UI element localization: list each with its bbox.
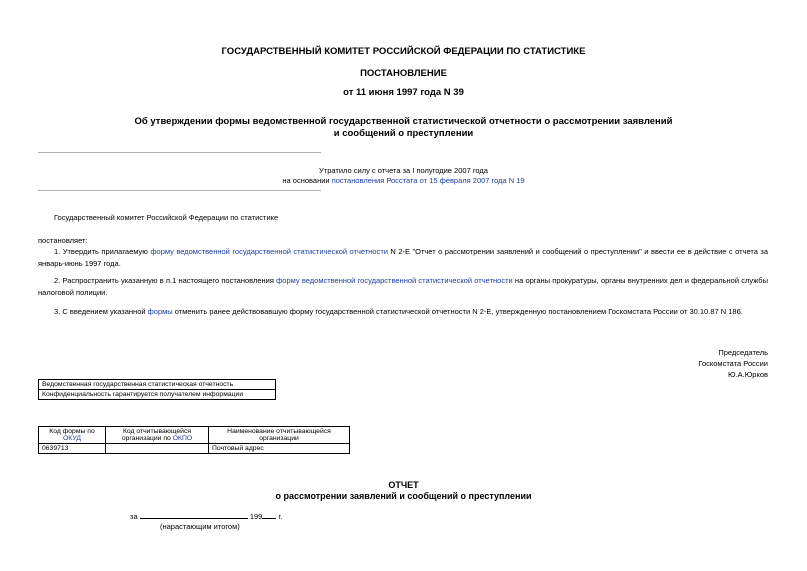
- date-number: от 11 июня 1997 года N 39: [343, 87, 464, 98]
- address-cell: Почтовый адрес: [209, 444, 350, 454]
- p2-form-link[interactable]: форму ведомственной государственной статистической отчетности: [276, 276, 513, 285]
- p1-text-a: 1. Утвердить прилагаемую: [54, 247, 151, 256]
- expired-prefix: на основании: [282, 176, 332, 185]
- divider-bottom: [38, 190, 321, 191]
- p1-text-b: N 2-Е "Отчет о рассмотрении заявлений и сообщений о преступлении" и ввести ее в действие с отчета за январь-июнь 1997 года.: [38, 247, 769, 268]
- p1-form-link[interactable]: форму ведомственной государственной статистической отчетности: [150, 247, 388, 256]
- okpo-link[interactable]: ОКПО: [172, 435, 193, 442]
- doc-type: ПОСТАНОВЛЕНИЕ: [360, 68, 447, 79]
- okpo-header-text-b: организации по: [121, 435, 173, 442]
- header-okpo-cell: [106, 427, 209, 444]
- p3-form-link[interactable]: формы: [147, 307, 173, 316]
- okud-header-text: Код формы по: [49, 428, 95, 435]
- report-title: ОТЧЕТ: [388, 480, 419, 490]
- paragraph-2: [38, 275, 768, 298]
- p3-text-b: отменить ранее действовавшую форму государственной статистической отчетности N 2-Е, утвержденную постановлением Госкомстата России от 30.10.87 N 186.: [172, 307, 743, 316]
- decree-word: постановляет:: [38, 236, 88, 245]
- p3-text-a: 3. С введением указанной: [54, 307, 148, 316]
- period-year: 199: [249, 512, 263, 521]
- signature-role: Председатель: [718, 348, 768, 357]
- period-za: за: [130, 512, 138, 521]
- paragraph-1: [38, 246, 768, 269]
- signature-block: [698, 347, 768, 380]
- okpo-code-cell: [106, 444, 209, 454]
- box1-row1: Ведомственная государственная статистическая отчетность: [39, 380, 276, 390]
- period-blank[interactable]: [140, 510, 248, 519]
- org-name-header-a: Наименование отчитывающейся: [227, 428, 331, 435]
- signature-org: Госкомстата России: [698, 359, 768, 368]
- p2-text-a: 2. Распространить указанную в п.1 настоящего постановления: [54, 276, 277, 285]
- header-org-name-cell: [209, 427, 350, 444]
- signature-name: Ю.А.Юрков: [727, 370, 768, 379]
- period-g: г.: [278, 512, 283, 521]
- divider-top: [38, 152, 321, 153]
- expired-line1: Утратило силу с отчета за I полугодие 2007 года: [319, 166, 488, 175]
- paragraph-3: [38, 306, 768, 318]
- p2-text-b: на органы прокуратуры, органы внутренних дел и федеральной службы налоговой полиции.: [38, 276, 768, 297]
- expired-line2: [0, 175, 807, 186]
- okpo-header-text-a: Код отчитывающейся: [122, 428, 192, 435]
- header-okud-cell: [39, 427, 106, 444]
- form-codes-table: [38, 426, 350, 454]
- doc-title-line2: и сообщений о преступлении: [333, 128, 474, 139]
- committee-heading: ГОСУДАРСТВЕННЫЙ КОМИТЕТ РОССИЙСКОЙ ФЕДЕРАЦИИ ПО СТАТИСТИКЕ: [221, 46, 586, 57]
- form-code-cell: 0639713: [39, 444, 106, 454]
- org-name-header-b: организации: [259, 435, 299, 442]
- box1-row2: Конфиденциальность гарантируется получателем информации: [39, 390, 276, 400]
- cumulative-note: (нарастающим итогом): [160, 522, 240, 531]
- confidentiality-box: [38, 379, 276, 400]
- okud-link[interactable]: ОКУД: [63, 435, 81, 442]
- doc-title-line1: Об утверждении формы ведомственной государственной статистической отчетности о рассмотрении заявлений: [134, 116, 673, 127]
- rosstat-decree-link[interactable]: постановления Росстата от 15 февраля 2007 года N 19: [331, 176, 525, 185]
- report-subtitle: о рассмотрении заявлений и сообщений о преступлении: [275, 491, 532, 501]
- intro-text: Государственный комитет Российской Федерации по статистике: [54, 213, 279, 222]
- year-blank[interactable]: [262, 510, 276, 519]
